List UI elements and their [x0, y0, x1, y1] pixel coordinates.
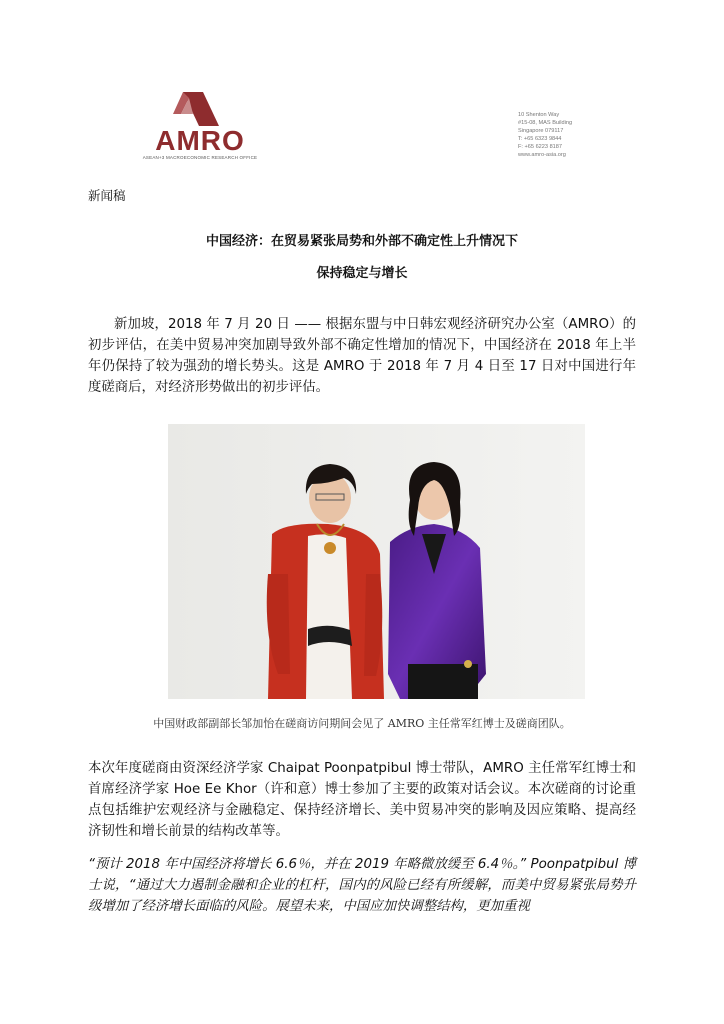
headline-line-1: 中国经济：在贸易紧张局势和外部不确定性上升情况下 — [205, 234, 518, 249]
meeting-photo-illustration — [168, 424, 585, 699]
logo-wordmark: AMRO — [155, 125, 245, 156]
headline-line-2: 保持稳定与增长 — [316, 266, 408, 281]
office-address — [518, 111, 638, 159]
paragraph-consultation: 本次年度磋商由资深经济学家 Chaipat Poonpatpibul 博士带队，AMRO 主任常军红博士和首席经济学家 Hoe Ee Khor（许和意）博士参加了主要的政策对话会议。本次磋商的讨论重点包括维护宏观经济与金融稳定、保持经济增长、美中贸易冲突的影响及因应策略、提高经济韧性和增长前景的结构改革等。 — [88, 761, 636, 839]
address-line: #15-08, MAS Building — [518, 120, 573, 126]
address-line: Singapore 079117 — [518, 128, 564, 134]
website-link[interactable]: www.amro-asia.org — [518, 152, 566, 158]
fax-line: F: +65 6223 8187 — [518, 144, 563, 150]
address-line: 10 Shenton Way — [518, 112, 560, 118]
amro-logo-mark-icon — [173, 92, 219, 126]
paragraph-quote: “预计 2018 年中国经济将增长 6.6％，并在 2019 年略微放缓至 6.4％。” Poonpatpibul 博士说，“通过大力遏制金融和企业的杠杆，国内的风险已经有所缓解，而美中贸易紧张局势升级增加了经济增长面临的风险。展望未来，中国应加快调整结构，更加重视 — [88, 857, 636, 914]
paragraph-intro: 新加坡，2018 年 7 月 20 日 —— 根据东盟与中日韩宏观经济研究办公室（AMRO）的初步评估，在美中贸易冲突加剧导致外部不确定性增加的情况下，中国经济在 2018 年上半年仍保持了较为强劲的增长势头。这是 AMRO 于 2018 年 7 月 4 日至 17 日对中国进行年度磋商后，对经济形势做出的初步评估。 — [88, 317, 636, 395]
photo-caption: 中国财政部副部长邹加怡在磋商访问期间会见了 AMRO 主任常军红博士及磋商团队。 — [153, 717, 571, 730]
phone-line: T: +65 6323 9844 — [518, 136, 562, 142]
logo-subtitle: ASEAN+3 MACROECONOMIC RESEARCH OFFICE — [142, 155, 258, 160]
document-type-label: 新闻稿 — [88, 188, 126, 203]
amro-logo — [140, 92, 260, 162]
meeting-photo — [168, 424, 585, 699]
